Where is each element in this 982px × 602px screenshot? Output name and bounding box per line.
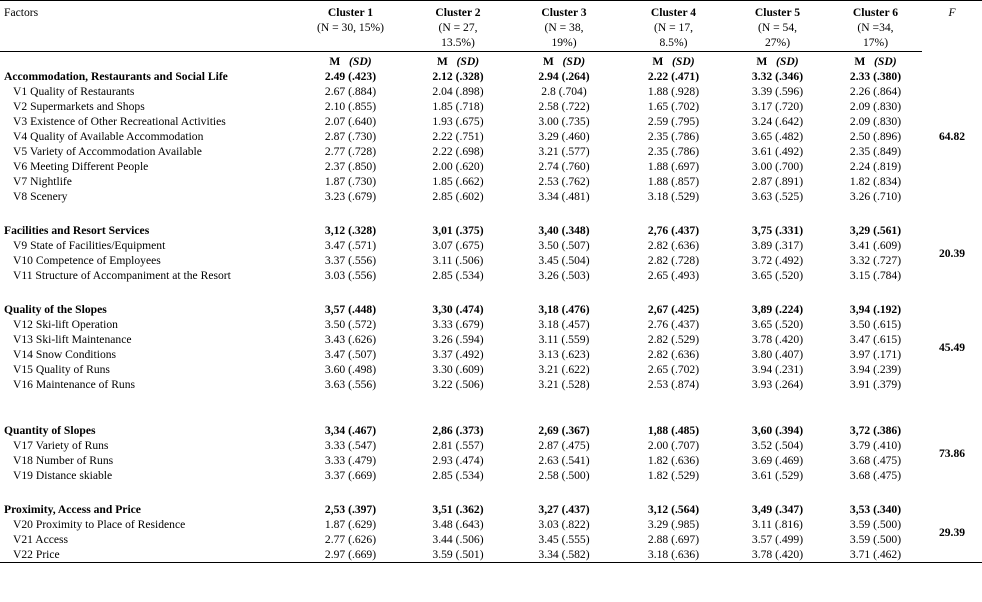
group-mean-sd-cell: 2.33 (.380): [849, 70, 902, 83]
cluster-pct: 8.5%): [659, 36, 688, 49]
mean-sd-cell: 3.89 (.317): [751, 239, 804, 252]
mean-sd-cell: 2.67 (.884): [324, 85, 377, 98]
mean-sd-cell: 3.21 (.622): [538, 363, 590, 376]
mean-sd-cell: 3.78 (.420): [751, 333, 804, 346]
mean-sd-cell: 2.97 (.669): [292, 547, 409, 563]
mean-sd-cell: 2.59 (.795): [647, 115, 700, 128]
mean-sd-cell: 2.24 (.819): [849, 160, 902, 173]
mean-sd-cell: 2.85 (.602): [432, 190, 484, 203]
mean-sd-cell: 3.78 (.420): [726, 547, 829, 563]
spacer-row: [0, 204, 982, 223]
group-mean-sd-cell: 3,01 (.375): [432, 224, 484, 237]
mean-sd-cell: 3.61 (.492): [751, 145, 804, 158]
mean-sd-cell: 2.87 (.730): [324, 130, 377, 143]
mean-sd-cell: 3.68 (.475): [849, 454, 902, 467]
table-row: [0, 362, 982, 377]
mean-sd-cell: 3.93 (.264): [751, 378, 804, 391]
table-row: [0, 377, 982, 392]
mean-sd-cell: 3.33 (.679): [432, 318, 484, 331]
mean-sd-cell: 1.82 (.529): [647, 469, 700, 482]
group-mean-sd-cell: 3,40 (.348): [538, 224, 590, 237]
mean-sd-cell: 2.81 (.557): [432, 439, 484, 452]
variable-label: V10 Competence of Employees: [13, 254, 161, 267]
mean-sd-cell: 3.45 (.555): [538, 533, 590, 546]
mean-sd-cell: 3.23 (.679): [324, 190, 377, 203]
group-mean-sd-cell: 3,60 (.394): [751, 424, 804, 437]
f-statistic-cell: 45.49: [938, 340, 966, 354]
mean-sd-cell: 2.82 (.529): [647, 333, 700, 346]
mean-sd-cell: 2.53 (.874): [647, 378, 700, 391]
mean-sd-cell: 2.09 (.830): [849, 100, 902, 113]
cluster-n: (N = 17,: [653, 21, 694, 34]
variable-label: V8 Scenery: [13, 190, 68, 203]
table-row: [0, 99, 982, 114]
group-mean-sd-cell: 3,18 (.476): [538, 303, 590, 316]
msd-subheader-row: [0, 52, 982, 70]
factor-group-label: Proximity, Access and Price: [4, 503, 141, 516]
msd-label: M (SD): [829, 52, 922, 70]
mean-sd-cell: 2.35 (.786): [647, 130, 700, 143]
mean-sd-cell: 2.82 (.636): [647, 348, 700, 361]
table-row: [0, 189, 982, 204]
mean-sd-cell: 3.79 (.410): [849, 439, 902, 452]
mean-sd-cell: 2.10 (.855): [324, 100, 377, 113]
mean-sd-cell: 3.50 (.615): [849, 318, 902, 331]
mean-sd-cell: 1.88 (.928): [647, 85, 700, 98]
mean-sd-cell: 3.41 (.609): [849, 239, 902, 252]
mean-sd-cell: 3.18 (.457): [538, 318, 590, 331]
group-mean-sd-cell: 2,67 (.425): [647, 303, 700, 316]
group-mean-sd-cell: 3,89 (.224): [751, 303, 804, 316]
variable-label: V6 Meeting Different People: [13, 160, 149, 173]
variable-label: V1 Quality of Restaurants: [13, 85, 135, 98]
msd-label: M (SD): [409, 52, 507, 70]
cluster-1-header: [292, 1, 409, 52]
table-header-row: [0, 1, 982, 52]
mean-sd-cell: 1.87 (.730): [324, 175, 377, 188]
msd-label: M (SD): [292, 52, 409, 70]
mean-sd-cell: 2.58 (.722): [538, 100, 590, 113]
mean-sd-cell: 3.29 (.460): [538, 130, 590, 143]
variable-label: V20 Proximity to Place of Residence: [13, 518, 186, 531]
group-mean-sd-cell: 3,53 (.340): [849, 503, 902, 516]
mean-sd-cell: 1.85 (.718): [432, 100, 484, 113]
mean-sd-cell: 3.47 (.571): [324, 239, 377, 252]
mean-sd-cell: 2.65 (.702): [647, 363, 700, 376]
table-row: [0, 332, 982, 347]
group-mean-sd-cell: 3,49 (.347): [751, 503, 804, 516]
mean-sd-cell: 2.77 (.728): [324, 145, 377, 158]
mean-sd-cell: 2.35 (.786): [647, 145, 700, 158]
group-mean-sd-cell: 2.94 (.264): [538, 70, 590, 83]
variable-label: V18 Number of Runs: [13, 454, 114, 467]
variable-label: V2 Supermarkets and Shops: [13, 100, 145, 113]
table-row: [0, 468, 982, 483]
variable-label: V7 Nightlife: [13, 175, 72, 188]
group-mean-sd-cell: 1,88 (.485): [647, 424, 700, 437]
mean-sd-cell: 3.45 (.504): [538, 254, 590, 267]
mean-sd-cell: 3.37 (.669): [324, 469, 377, 482]
table-row: [0, 317, 982, 332]
mean-sd-cell: 2.00 (.707): [647, 439, 700, 452]
variable-label: V3 Existence of Other Recreational Activities: [13, 115, 226, 128]
mean-sd-cell: 3.17 (.720): [751, 100, 804, 113]
cluster-pct: 19%): [551, 36, 577, 49]
mean-sd-cell: 3.11 (.506): [432, 254, 484, 267]
mean-sd-cell: 3.94 (.231): [751, 363, 804, 376]
mean-sd-cell: 2.09 (.830): [849, 115, 902, 128]
mean-sd-cell: 3.24 (.642): [751, 115, 804, 128]
mean-sd-cell: 3.37 (.556): [324, 254, 377, 267]
mean-sd-cell: 2.93 (.474): [432, 454, 484, 467]
mean-sd-cell: 3.59 (.500): [849, 533, 902, 546]
mean-sd-cell: 2.85 (.534): [432, 469, 484, 482]
mean-sd-cell: 3.03 (.822): [538, 518, 590, 531]
mean-sd-cell: 2.77 (.626): [324, 533, 377, 546]
mean-sd-cell: 3.71 (.462): [829, 547, 922, 563]
cluster-6-header: [829, 1, 922, 52]
mean-sd-cell: 2.26 (.864): [849, 85, 902, 98]
f-statistic-cell: 29.39: [922, 502, 982, 563]
mean-sd-cell: 3.29 (.985): [647, 518, 700, 531]
table-row: [0, 268, 982, 283]
cluster-n: (N =34,: [857, 21, 894, 34]
group-mean-sd-cell: 3,12 (.564): [647, 503, 700, 516]
factor-group-row: [0, 502, 982, 517]
mean-sd-cell: 2.04 (.898): [432, 85, 484, 98]
group-mean-sd-cell: 3,72 (.386): [849, 424, 902, 437]
cluster-name: Cluster 1: [327, 6, 374, 19]
mean-sd-cell: 3.50 (.572): [324, 318, 377, 331]
mean-sd-cell: 3.44 (.506): [432, 533, 484, 546]
cluster-n: (N = 54,: [757, 21, 798, 34]
mean-sd-cell: 3.61 (.529): [751, 469, 804, 482]
variable-label: V17 Variety of Runs: [13, 439, 109, 452]
table-row: [0, 438, 982, 453]
mean-sd-cell: 1.65 (.702): [647, 100, 700, 113]
group-mean-sd-cell: 2.12 (.328): [432, 70, 484, 83]
group-mean-sd-cell: 3,34 (.467): [324, 424, 377, 437]
table-row: [0, 453, 982, 468]
mean-sd-cell: 3.60 (.498): [324, 363, 377, 376]
mean-sd-cell: 3.00 (.700): [751, 160, 804, 173]
table-row: [0, 129, 982, 144]
group-mean-sd-cell: 2,69 (.367): [538, 424, 590, 437]
variable-label: V4 Quality of Available Accommodation: [13, 130, 204, 143]
factor-group-row: [0, 223, 982, 238]
mean-sd-cell: 3.03 (.556): [324, 269, 377, 282]
mean-sd-cell: 1.82 (.834): [849, 175, 902, 188]
factor-group-label: Quantity of Slopes: [4, 424, 96, 437]
mean-sd-cell: 3.21 (.528): [538, 378, 590, 391]
table-row: [0, 84, 982, 99]
cluster-3-header: [507, 1, 621, 52]
mean-sd-cell: 2.50 (.896): [849, 130, 902, 143]
mean-sd-cell: 3.65 (.482): [751, 130, 804, 143]
mean-sd-cell: 3.59 (.500): [849, 518, 902, 531]
mean-sd-cell: 2.07 (.640): [324, 115, 377, 128]
factors-header: Factors: [0, 1, 292, 52]
mean-sd-cell: 3.21 (.577): [538, 145, 590, 158]
mean-sd-cell: 3.11 (.816): [752, 518, 803, 531]
group-mean-sd-cell: 2.22 (.471): [647, 70, 700, 83]
mean-sd-cell: 2.85 (.534): [432, 269, 484, 282]
group-mean-sd-cell: 3,30 (.474): [432, 303, 484, 316]
mean-sd-cell: 1.82 (.636): [647, 454, 700, 467]
group-mean-sd-cell: 2,76 (.437): [647, 224, 700, 237]
variable-label: V9 State of Facilities/Equipment: [13, 239, 166, 252]
spacer-row: [0, 392, 982, 423]
group-mean-sd-cell: 3,27 (.437): [538, 503, 590, 516]
mean-sd-cell: 3.91 (.379): [849, 378, 902, 391]
cluster-4-header: [621, 1, 726, 52]
group-mean-sd-cell: 3.32 (.346): [751, 70, 804, 83]
group-mean-sd-cell: 2,53 (.397): [324, 503, 377, 516]
cluster-pct: 13.5%): [441, 36, 475, 49]
variable-label: V11 Structure of Accompaniment at the Resort: [13, 269, 231, 282]
table-row: [0, 114, 982, 129]
table-row: [0, 547, 982, 563]
table-row: [0, 174, 982, 189]
mean-sd-cell: 3.72 (.492): [751, 254, 804, 267]
table-row: [0, 144, 982, 159]
mean-sd-cell: 2.8 (.704): [541, 85, 587, 98]
f-statistic-cell: 20.39: [938, 246, 966, 260]
group-mean-sd-cell: 2.49 (.423): [324, 70, 377, 83]
group-mean-sd-cell: 2,86 (.373): [432, 424, 484, 437]
mean-sd-cell: 3.52 (.504): [751, 439, 804, 452]
mean-sd-cell: 3.39 (.596): [751, 85, 804, 98]
cluster-5-header: [726, 1, 829, 52]
mean-sd-cell: 3.65 (.520): [751, 318, 804, 331]
mean-sd-cell: 3.18 (.529): [647, 190, 700, 203]
cluster-pct: 27%): [764, 36, 791, 49]
mean-sd-cell: 2.22 (.698): [432, 145, 484, 158]
mean-sd-cell: 1.88 (.697): [647, 160, 700, 173]
table-body: [0, 69, 982, 563]
msd-label: M (SD): [726, 52, 829, 70]
mean-sd-cell: 3.63 (.525): [751, 190, 804, 203]
spacer-row: [0, 283, 982, 302]
mean-sd-cell: 2.58 (.500): [538, 469, 590, 482]
mean-sd-cell: 3.65 (.520): [751, 269, 804, 282]
factor-group-label: Accommodation, Restaurants and Social Life: [4, 70, 228, 83]
group-mean-sd-cell: 3,94 (.192): [849, 303, 902, 316]
mean-sd-cell: 3.69 (.469): [751, 454, 804, 467]
mean-sd-cell: 3.22 (.506): [432, 378, 484, 391]
cluster-2-header: [409, 1, 507, 52]
factor-group-label: Facilities and Resort Services: [4, 224, 150, 237]
mean-sd-cell: 3.30 (.609): [432, 363, 484, 376]
mean-sd-cell: 2.87 (.891): [751, 175, 804, 188]
mean-sd-cell: 3.26 (.503): [538, 269, 590, 282]
table-row: [0, 253, 982, 268]
mean-sd-cell: 3.97 (.171): [849, 348, 902, 361]
f-header: F: [922, 1, 982, 70]
mean-sd-cell: 2.37 (.850): [324, 160, 377, 173]
mean-sd-cell: 1.85 (.662): [432, 175, 484, 188]
f-statistic-cell: 64.82: [938, 130, 966, 143]
factor-group-row: [0, 423, 982, 438]
mean-sd-cell: 3.26 (.594): [432, 333, 484, 346]
spacer-row: [0, 483, 982, 502]
mean-sd-cell: 3.94 (.239): [849, 363, 902, 376]
f-statistic-cell: 73.86: [938, 446, 966, 460]
mean-sd-cell: 3.80 (.407): [751, 348, 804, 361]
cluster-name: Cluster 6: [852, 6, 899, 19]
table-row: [0, 238, 982, 253]
msd-label: M (SD): [621, 52, 726, 70]
mean-sd-cell: 3.18 (.636): [621, 547, 726, 563]
mean-sd-cell: 2.35 (.849): [849, 145, 902, 158]
table-row: [0, 159, 982, 174]
mean-sd-cell: 3.57 (.499): [751, 533, 804, 546]
cluster-n: (N = 30, 15%): [316, 21, 385, 34]
mean-sd-cell: 3.50 (.507): [538, 239, 590, 252]
mean-sd-cell: 3.47 (.507): [324, 348, 377, 361]
factor-group-row: [0, 69, 982, 84]
mean-sd-cell: 3.07 (.675): [432, 239, 484, 252]
variable-label: V16 Maintenance of Runs: [13, 378, 136, 391]
mean-sd-cell: 3.11 (.559): [538, 333, 590, 346]
cluster-name: Cluster 5: [754, 6, 801, 19]
factor-group-label: Quality of the Slopes: [4, 303, 107, 316]
mean-sd-cell: 3.34 (.582): [507, 547, 621, 563]
group-mean-sd-cell: 3,57 (.448): [324, 303, 377, 316]
mean-sd-cell: 2.00 (.620): [432, 160, 484, 173]
mean-sd-cell: 1.93 (.675): [432, 115, 484, 128]
msd-label: M (SD): [507, 52, 621, 70]
variable-label: V14 Snow Conditions: [13, 348, 117, 361]
group-mean-sd-cell: 3,12 (.328): [324, 224, 377, 237]
mean-sd-cell: 2.82 (.636): [647, 239, 700, 252]
variable-label: V5 Variety of Accommodation Available: [13, 145, 202, 158]
mean-sd-cell: 2.76 (.437): [647, 318, 700, 331]
cluster-name: Cluster 4: [650, 6, 697, 19]
mean-sd-cell: 3.33 (.479): [324, 454, 377, 467]
mean-sd-cell: 2.63 (.541): [538, 454, 590, 467]
mean-sd-cell: 3.63 (.556): [324, 378, 377, 391]
variable-label: V12 Ski-lift Operation: [13, 318, 118, 331]
table-row: [0, 532, 982, 547]
cluster-n: (N = 38,: [544, 21, 584, 34]
mean-sd-cell: 2.82 (.728): [647, 254, 700, 267]
mean-sd-cell: 3.13 (.623): [538, 348, 590, 361]
group-mean-sd-cell: 3,51 (.362): [432, 503, 484, 516]
variable-label: V22 Price: [0, 547, 292, 563]
mean-sd-cell: 3.43 (.626): [324, 333, 377, 346]
factor-group-row: [0, 302, 982, 317]
mean-sd-cell: 2.87 (.475): [538, 439, 590, 452]
mean-sd-cell: 2.53 (.762): [538, 175, 590, 188]
mean-sd-cell: 3.34 (.481): [538, 190, 590, 203]
mean-sd-cell: 3.37 (.492): [432, 348, 484, 361]
group-mean-sd-cell: 3,29 (.561): [849, 224, 902, 237]
mean-sd-cell: 2.65 (.493): [647, 269, 700, 282]
mean-sd-cell: 3.59 (.501): [409, 547, 507, 563]
mean-sd-cell: 2.88 (.697): [647, 533, 700, 546]
mean-sd-cell: 3.33 (.547): [324, 439, 377, 452]
cluster-pct: 17%): [862, 36, 889, 49]
mean-sd-cell: 2.74 (.760): [538, 160, 590, 173]
mean-sd-cell: 3.00 (.735): [538, 115, 590, 128]
mean-sd-cell: 3.32 (.727): [849, 254, 902, 267]
mean-sd-cell: 1.87 (.629): [324, 518, 377, 531]
group-mean-sd-cell: 3,75 (.331): [751, 224, 804, 237]
mean-sd-cell: 3.47 (.615): [849, 333, 902, 346]
variable-label: V21 Access: [13, 533, 69, 546]
mean-sd-cell: 3.48 (.643): [432, 518, 484, 531]
mean-sd-cell: 3.26 (.710): [849, 190, 902, 203]
cluster-name: Cluster 3: [541, 6, 587, 19]
variable-label: V15 Quality of Runs: [13, 363, 110, 376]
table-row: [0, 347, 982, 362]
cluster-n: (N = 27,: [438, 21, 478, 34]
variable-label: V13 Ski-lift Maintenance: [13, 333, 132, 346]
table-row: [0, 517, 982, 532]
mean-sd-cell: 3.15 (.784): [849, 269, 902, 282]
mean-sd-cell: 3.68 (.475): [849, 469, 902, 482]
mean-sd-cell: 1.88 (.857): [647, 175, 700, 188]
variable-label: V19 Distance skiable: [13, 469, 113, 482]
cluster-name: Cluster 2: [435, 6, 481, 19]
mean-sd-cell: 2.22 (.751): [432, 130, 484, 143]
